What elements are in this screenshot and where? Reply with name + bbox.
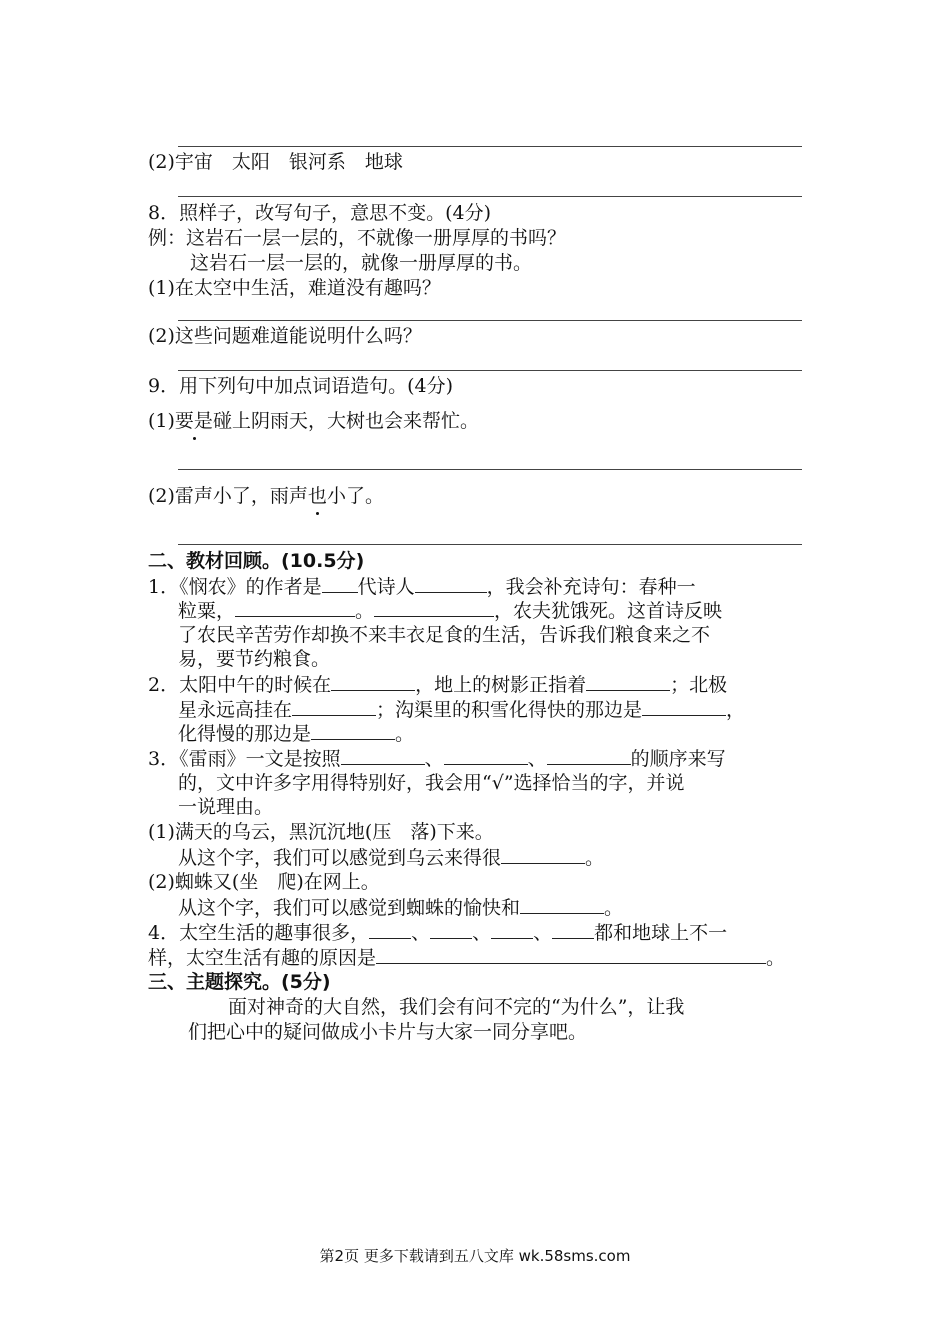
text: 星永远高挂在	[178, 699, 293, 721]
p2-q3-line1	[148, 746, 726, 771]
q8-example-question: 例：这岩石一层一层的，不就像一册厚厚的书吗？	[148, 227, 567, 249]
text: 从这个字，我们可以感觉到蜘蛛的愉快和	[178, 897, 521, 919]
text: ，	[726, 699, 746, 721]
dotted-word: 也	[307, 485, 327, 507]
text: 。	[585, 847, 605, 869]
text: 。	[355, 600, 375, 622]
text: 。	[395, 723, 415, 745]
p2-q2-line3	[178, 721, 414, 746]
text: 。	[604, 897, 624, 919]
page-footer: 第2页 更多下载请到五八文库 wk.58sms.com	[319, 1247, 631, 1265]
answer-line	[178, 469, 802, 470]
text: 、	[411, 922, 431, 944]
text: 粒粟，	[178, 600, 236, 622]
section-3-title: 三、主题探究。(5分)	[148, 971, 331, 993]
fill-blank[interactable]	[374, 598, 494, 617]
text: 4．太空生活的趣事很多，	[148, 922, 370, 944]
text: 3．《雷雨》一文是按照	[148, 748, 341, 770]
p3-text-line2: 们把心中的疑问做成小卡片与大家一同分享吧。	[188, 1021, 588, 1043]
text: ，我会补充诗句：春种一	[486, 576, 696, 598]
p2-q1-line2	[178, 598, 722, 623]
fill-blank[interactable]	[322, 574, 358, 593]
q9-item-2-prefix: (2)雷声小了，雨声	[148, 485, 308, 507]
fill-blank[interactable]	[311, 721, 395, 740]
q8-item-2: (2)这些问题难道能说明什么吗？	[148, 325, 422, 347]
text: 、	[527, 748, 547, 770]
q9-item-1	[148, 409, 479, 433]
fill-blank[interactable]	[235, 598, 355, 617]
p2-q3-item-2: (2)蜘蛛又(坐 爬)在网上。	[148, 871, 380, 893]
fill-blank[interactable]	[552, 920, 594, 939]
p2-q3-line3: 一说理由。	[178, 796, 274, 818]
section-2-title: 二、教材回顾。(10.5分)	[148, 550, 365, 572]
dotted-word: 要是	[174, 410, 213, 432]
fill-blank[interactable]	[520, 895, 604, 914]
q9-item-1-prefix: (1)	[148, 410, 175, 432]
q9-item-1-text: 碰上阴雨天，大树也会来帮忙。	[212, 410, 479, 432]
q8-example-answer: 这岩石一层一层的，就像一册厚厚的书。	[190, 252, 533, 274]
q7-item-2: (2)宇宙 太阳 银河系 地球	[148, 151, 403, 173]
fill-blank[interactable]	[341, 746, 425, 765]
fill-blank[interactable]	[586, 672, 670, 691]
fill-blank[interactable]	[501, 845, 585, 864]
text: 、	[424, 748, 444, 770]
p2-q3-item-1-answer	[178, 845, 604, 870]
fill-blank[interactable]	[415, 574, 487, 593]
p3-text-line1: 面对神奇的大自然，我们会有问不完的“为什么”，让我	[228, 996, 685, 1018]
q9-item-2-text: 小了。	[326, 485, 384, 507]
fill-blank[interactable]	[376, 945, 766, 964]
p2-q4-line1	[148, 920, 727, 945]
fill-blank[interactable]	[331, 672, 415, 691]
fill-blank[interactable]	[491, 920, 533, 939]
q9-title: 9．用下列句中加点词语造句。(4分)	[148, 375, 454, 397]
text: 样，太空生活有趣的原因是	[148, 947, 377, 969]
p2-q4-line2	[148, 945, 785, 970]
text: 。	[766, 947, 786, 969]
p2-q2-line2	[178, 697, 745, 722]
text: 、	[472, 922, 492, 944]
text: 代诗人	[357, 576, 415, 598]
answer-line	[178, 146, 802, 147]
p2-q1-line4: 易，要节约粮食。	[178, 648, 331, 670]
text: 都和地球上不一	[594, 922, 728, 944]
text: ；北极	[670, 674, 728, 696]
p2-q3-line2: 的，文中许多字用得特别好，我会用“√”选择恰当的字，并说	[178, 772, 685, 794]
answer-line	[178, 320, 802, 321]
fill-blank[interactable]	[430, 920, 472, 939]
answer-line	[178, 196, 802, 197]
fill-blank[interactable]	[369, 920, 411, 939]
text: 2．太阳中午的时候在	[148, 674, 332, 696]
p2-q1-line3: 了农民辛苦劳作却换不来丰衣足食的生活，告诉我们粮食来之不	[178, 624, 711, 646]
text: 的顺序来写	[630, 748, 726, 770]
text: ，地上的树影正指着	[415, 674, 587, 696]
text: 化得慢的那边是	[178, 723, 312, 745]
fill-blank[interactable]	[444, 746, 528, 765]
p2-q3-item-1: (1)满天的乌云，黑沉沉地(压 落)下来。	[148, 821, 494, 843]
fill-blank[interactable]	[642, 697, 726, 716]
p2-q2-line1	[148, 672, 727, 697]
answer-line	[178, 544, 802, 545]
p2-q1-line1	[148, 574, 696, 599]
text: 、	[533, 922, 553, 944]
text: 从这个字，我们可以感觉到乌云来得很	[178, 847, 502, 869]
fill-blank[interactable]	[292, 697, 376, 716]
answer-line	[178, 370, 802, 371]
q9-item-2	[148, 484, 384, 508]
text: ，农夫犹饿死。这首诗反映	[494, 600, 723, 622]
p2-q3-item-2-answer	[178, 895, 623, 920]
q8-item-1: (1)在太空中生活，难道没有趣吗？	[148, 277, 441, 299]
text: ；沟渠里的积雪化得快的那边是	[376, 699, 643, 721]
q8-title: 8．照样子，改写句子，意思不变。(4分)	[148, 202, 492, 224]
fill-blank[interactable]	[547, 746, 631, 765]
text: 1．《悯农》的作者是	[148, 576, 322, 598]
